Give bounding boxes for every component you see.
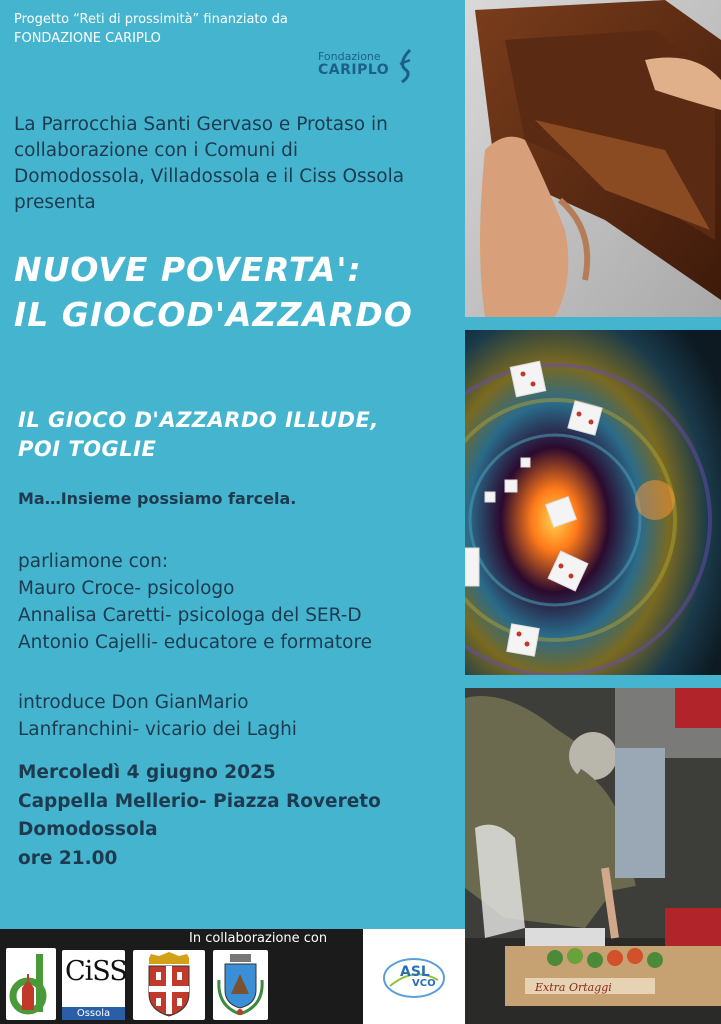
cariplo-mark-icon bbox=[396, 48, 416, 84]
wallet-image bbox=[465, 0, 721, 317]
villadossola-crest bbox=[213, 950, 268, 1020]
speaker-item: Antonio Cajelli- educatore e formatore bbox=[18, 632, 373, 653]
title-line: IL GIOCOD'AZZARDO bbox=[14, 295, 413, 334]
asl-logo-sub: VCO bbox=[412, 978, 436, 989]
project-line: Progetto “Reti di prossimità” finanziato da bbox=[14, 12, 288, 27]
subtitle-line: IL GIOCO D'AZZARDO ILLUDE, bbox=[18, 408, 379, 432]
ciss-logo bbox=[62, 950, 125, 1020]
tagline: Ma…Insieme possiamo farcela. bbox=[18, 489, 297, 508]
event-details bbox=[18, 759, 381, 873]
project-funder: FONDAZIONE CARIPLO bbox=[14, 31, 161, 46]
intro-line: collaborazione con i Comuni di bbox=[14, 140, 298, 161]
asl-logo-text: ASL bbox=[400, 964, 430, 980]
speaker-item: Mauro Croce- psicologo bbox=[18, 578, 235, 599]
wallet-photo bbox=[465, 0, 721, 317]
event-subtitle bbox=[18, 406, 379, 464]
ciss-logo-sub: Ossola bbox=[62, 1007, 125, 1020]
ciss-logo-text: CiSS bbox=[65, 956, 127, 987]
introduce bbox=[18, 689, 297, 743]
cariplo-logo bbox=[318, 48, 418, 84]
speaker-item: Annalisa Caretti- psicologa del SER-D bbox=[18, 605, 362, 626]
photo-divider bbox=[465, 317, 721, 330]
cariplo-logo-big: CARIPLO bbox=[318, 62, 390, 78]
event-city: Domodossola bbox=[18, 819, 158, 840]
domodossola-crest bbox=[133, 950, 205, 1020]
cariplo-logo-small: Fondazione bbox=[318, 50, 381, 63]
intro-text bbox=[14, 112, 454, 216]
parish-logo bbox=[6, 948, 56, 1020]
market-image bbox=[465, 688, 721, 1024]
dice-photo bbox=[465, 330, 721, 675]
title-line: NUOVE POVERTA': bbox=[14, 250, 362, 289]
subtitle-line: POI TOGLIE bbox=[18, 437, 157, 461]
intro-line: Domodossola, Villadossola e il Ciss Ossola bbox=[14, 166, 405, 187]
event-place: Cappella Mellerio- Piazza Rovereto bbox=[18, 790, 381, 812]
project-header bbox=[14, 10, 288, 48]
event-title bbox=[14, 247, 413, 337]
dice-image bbox=[465, 330, 721, 675]
asl-logo bbox=[382, 956, 446, 1000]
collab-label: In collaborazione con bbox=[189, 931, 328, 946]
introduce-line: Lanfranchini- vicario dei Laghi bbox=[18, 719, 297, 740]
event-date: Mercoledì 4 giugno 2025 bbox=[18, 762, 276, 783]
intro-line: La Parrocchia Santi Gervaso e Protaso in bbox=[14, 114, 388, 135]
introduce-line: introduce Don GianMario bbox=[18, 692, 249, 713]
speakers bbox=[18, 548, 372, 656]
intro-line: presenta bbox=[14, 192, 96, 213]
event-time: ore 21.00 bbox=[18, 847, 118, 869]
crest-icon bbox=[133, 950, 205, 1020]
market-photo bbox=[465, 688, 721, 1024]
photo-divider bbox=[465, 675, 721, 688]
speakers-heading: parliamone con: bbox=[18, 551, 169, 572]
parish-logo-icon bbox=[6, 948, 56, 1020]
crate-label: Extra Ortaggi bbox=[535, 981, 612, 994]
crest-icon bbox=[213, 950, 268, 1020]
